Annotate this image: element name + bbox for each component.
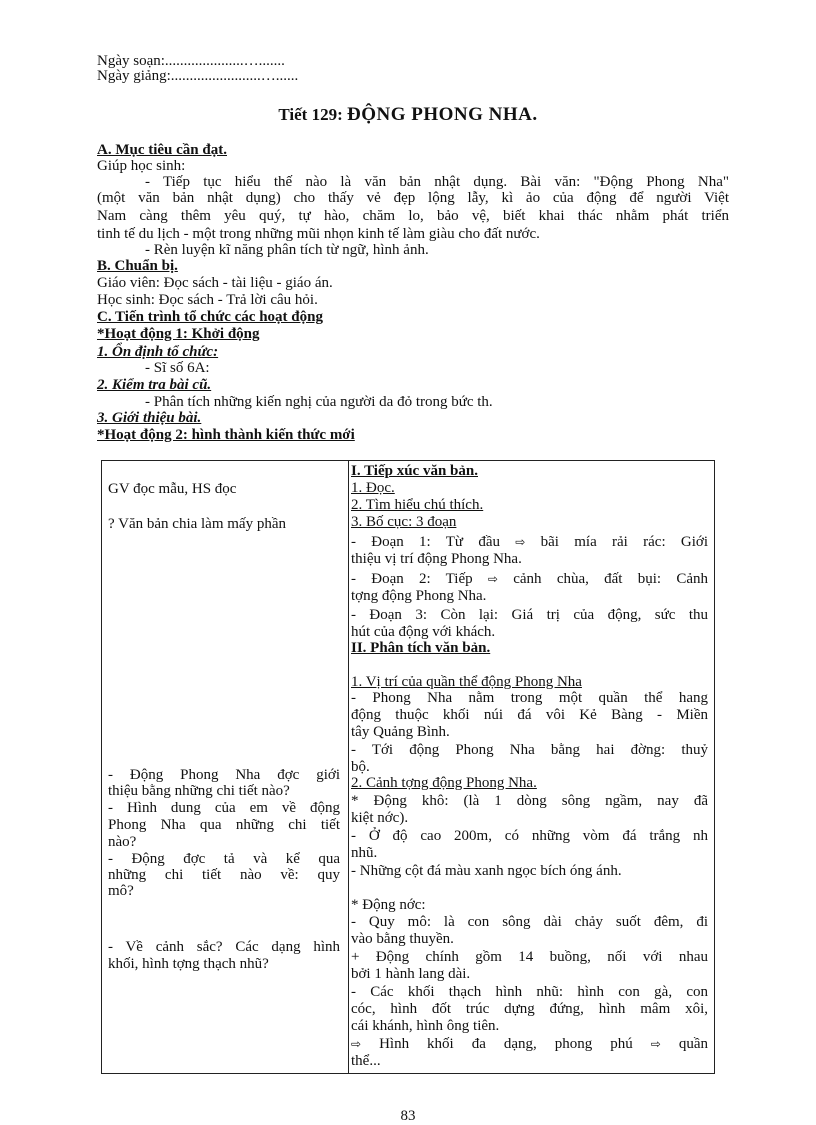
dry-cave-line: kiệt nớc). bbox=[351, 810, 409, 826]
water-cave-line: thể... bbox=[351, 1053, 381, 1069]
water-cave-line: ⇨ Hình khối đa dạng, phong phú ⇨ quần bbox=[351, 1036, 709, 1052]
paragraph-3-line: hút của động với khách. bbox=[351, 624, 496, 640]
read-step: 1. Đọc. bbox=[351, 480, 395, 496]
paragraph-1-line: thiệu vị trí động Phong Nha. bbox=[351, 551, 522, 567]
section-a-line: - Rèn luyện kĩ năng phân tích từ ngữ, hình ảnh. bbox=[145, 242, 429, 258]
content-column bbox=[349, 461, 715, 1074]
section-a-heading: A. Mục tiêu cần đạt. bbox=[97, 142, 227, 158]
water-cave-line: vào bằng thuyền. bbox=[351, 931, 454, 947]
left-text: - Hình dung của em về động bbox=[108, 800, 340, 816]
scene-heading: 2. Cảnh tợng động Phong Nha. bbox=[351, 775, 537, 791]
section-b-student: Học sinh: Đọc sách - Trả lời câu hỏi. bbox=[97, 292, 318, 308]
section-c-heading: C. Tiến trình tổ chức các hoạt động bbox=[97, 309, 323, 325]
section-a-line: Nam càng thêm yêu quý, tự hào, chăm lo, bảo vệ, biết khai thác nhằm phát triển bbox=[97, 208, 729, 224]
step-3-heading: 3. Giới thiệu bài. bbox=[97, 410, 202, 426]
left-text: ? Văn bản chia làm mấy phần bbox=[108, 516, 286, 532]
section-a-line: - Tiếp tục hiểu thế nào là văn bản nhật dụng. Bài văn: "Động Phong Nha" bbox=[145, 174, 729, 190]
dry-cave-line: - Ở độ cao 200m, có những vòm đá trắng nh bbox=[351, 828, 708, 844]
teacher-student-column bbox=[102, 461, 349, 1074]
left-text: Phong Nha qua những chi tiết bbox=[108, 817, 340, 833]
step-2-text: - Phân tích những kiến nghị của người da đỏ trong bức th. bbox=[145, 394, 493, 410]
arrow-right-icon: ⇨ bbox=[487, 572, 498, 586]
water-cave-heading: * Động nớc: bbox=[351, 897, 426, 913]
left-text: - Động Phong Nha đợc giới bbox=[108, 767, 340, 783]
section-b-teacher: Giáo viên: Đọc sách - tài liệu - giáo án. bbox=[97, 275, 333, 291]
water-cave-line: - Các khối thạch hình nhũ: hình con gà, con bbox=[351, 984, 708, 1000]
water-cave-line: + Động chính gồm 14 buồng, nối với nhau bbox=[351, 949, 708, 965]
annotation-step: 2. Tìm hiểu chú thích. bbox=[351, 497, 484, 513]
activity-2-heading: *Hoạt động 2: hình thành kiến thức mới bbox=[97, 427, 355, 443]
left-text: khối, hình tợng thạch nhũ? bbox=[108, 956, 269, 972]
dry-cave-line: * Động khô: (là 1 dòng sông ngầm, nay đã bbox=[351, 793, 708, 809]
paragraph-1-line: - Đoạn 1: Từ đầu ⇨ bãi mía rải rác: Giới bbox=[351, 534, 709, 550]
left-text: GV đọc mẫu, HS đọc bbox=[108, 481, 237, 497]
step-1-heading: 1. Ổn định tổ chức: bbox=[97, 344, 219, 360]
section-a-line: (một văn bản nhật dụng) cho thấy vẻ đẹp lộng lẫy, kì ảo của động để người Việt bbox=[97, 190, 729, 206]
lesson-title bbox=[0, 104, 816, 126]
section-b-heading: B. Chuẩn bị. bbox=[97, 258, 178, 274]
location-line: bộ. bbox=[351, 759, 370, 775]
left-text: thiệu bằng những chi tiết nào? bbox=[108, 783, 290, 799]
arrow-right-icon: ⇨ bbox=[650, 1037, 661, 1051]
arrow-right-icon: ⇨ bbox=[351, 1037, 362, 1051]
location-line: động thuộc khối núi đá vôi Kẻ Bàng - Miền bbox=[351, 707, 708, 723]
step-2-heading: 2. Kiểm tra bài cũ. bbox=[97, 377, 212, 393]
arrow-right-icon: ⇨ bbox=[515, 535, 526, 549]
dry-cave-line: - Những cột đá màu xanh ngọc bích óng ánh. bbox=[351, 863, 622, 879]
location-line: - Phong Nha nằm trong một quần thể hang bbox=[351, 690, 708, 706]
water-cave-line: bởi 1 hành lang dài. bbox=[351, 966, 471, 982]
lesson-table bbox=[101, 460, 715, 1074]
location-line: - Tới động Phong Nha bằng hai đờng: thuỷ bbox=[351, 742, 708, 758]
paragraph-2-line: tợng động Phong Nha. bbox=[351, 588, 487, 604]
paragraph-3-line: - Đoạn 3: Còn lại: Giá trị của động, sức thu bbox=[351, 607, 708, 623]
part-1-heading: I. Tiếp xúc văn bản. bbox=[351, 463, 478, 479]
page-number: 83 bbox=[400, 1108, 416, 1124]
water-cave-line: cái khánh, hình ông tiên. bbox=[351, 1018, 500, 1034]
activity-1-heading: *Hoạt động 1: Khởi động bbox=[97, 326, 260, 342]
location-line: tây Quảng Bình. bbox=[351, 724, 450, 740]
part-2-heading: II. Phân tích văn bản. bbox=[351, 640, 491, 656]
layout-step: 3. Bố cục: 3 đoạn bbox=[351, 514, 457, 530]
section-a-line: tinh tế du lịch - một trong những mũi nhọn kinh tế làm giàu cho đất nước. bbox=[97, 226, 540, 242]
lesson-number: Tiết 129: bbox=[278, 105, 343, 124]
location-heading: 1. Vị trí của quần thể động Phong Nha bbox=[351, 674, 582, 690]
lesson-name: ĐỘNG PHONG NHA. bbox=[346, 104, 538, 125]
left-text: nào? bbox=[108, 834, 137, 850]
left-text: những chi tiết nào về: quy bbox=[108, 867, 340, 883]
left-text: - Về cảnh sắc? Các dạng hình bbox=[108, 939, 340, 955]
left-text: - Động đợc tả và kể qua bbox=[108, 851, 340, 867]
water-cave-line: - Quy mô: là con sông dài chảy suốt đêm, đi bbox=[351, 914, 708, 930]
left-text: mô? bbox=[108, 883, 134, 899]
paragraph-2-line: - Đoạn 2: Tiếp ⇨ cảnh chùa, đất bụi: Cảnh bbox=[351, 571, 708, 587]
ngay-giang: Ngày giảng:........................…...... bbox=[97, 68, 299, 84]
ngay-soan: Ngày soạn:.....................…....... bbox=[97, 53, 285, 69]
water-cave-line: cóc, hình đốt trúc dựng đứng, hình mâm xôi, bbox=[351, 1001, 708, 1017]
dry-cave-line: nhũ. bbox=[351, 845, 378, 861]
section-a-intro: Giúp học sinh: bbox=[97, 158, 186, 174]
step-1-text: - Sĩ số 6A: bbox=[145, 360, 210, 376]
